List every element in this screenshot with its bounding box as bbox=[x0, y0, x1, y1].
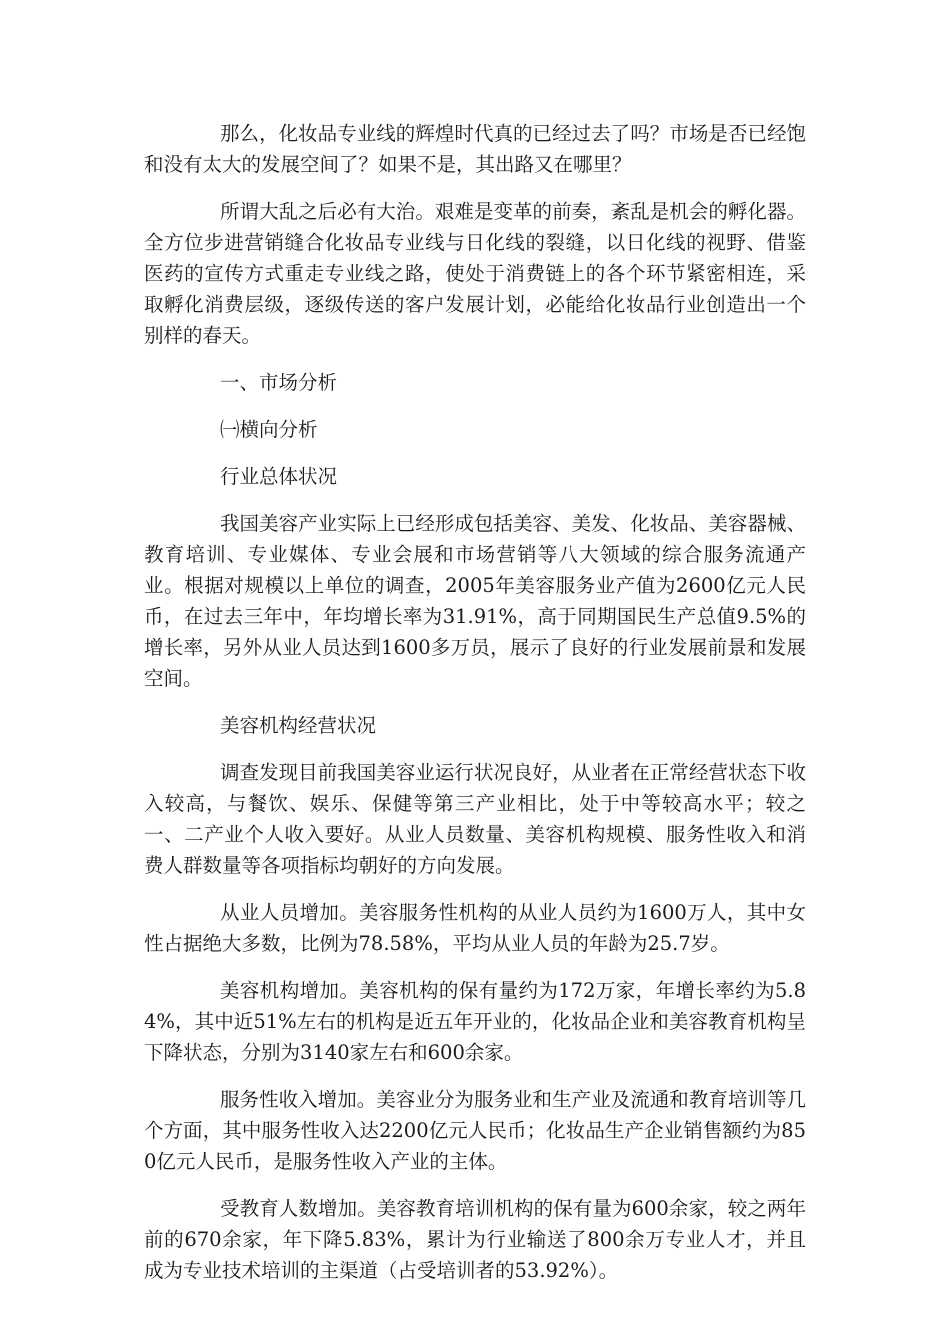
paragraph-staff-increase: 从业人员增加。美容服务性机构的从业人员约为1600万人，其中女性占据绝大多数，比例为78.58%，平均从业人员的年龄为25.7岁。 bbox=[144, 901, 806, 955]
paragraph-service-income-increase: 服务性收入增加。美容业分为服务业和生产业及流通和教育培训等几个方面，其中服务性收入达2200亿元人民币；化妆品生产企业销售额约为850亿元人民币，是服务性收入产业的主体。 bbox=[144, 1088, 806, 1173]
paragraph-great-order: 所谓大乱之后必有大治。艰难是变革的前奏，紊乱是机会的孵化器。全方位步进营销缝合化妆品专业线与日化线的裂缝，以日化线的视野、借鉴医药的宣传方式重走专业线之路，使处于消费链上的各个环节紧密相连，采取孵化消费层级，逐级传送的客户发展计划，必能给化妆品行业创造出一个别样的春天。 bbox=[144, 200, 806, 347]
paragraph-intro-question: 那么，化妆品专业线的辉煌时代真的已经过去了吗？市场是否已经饱和没有太大的发展空间了？如果不是，其出路又在哪里？ bbox=[144, 122, 806, 176]
paragraph-survey-findings: 调查发现目前我国美容业运行状况良好，从业者在正常经营状态下收入较高，与餐饮、娱乐、保健等第三产业相比，处于中等较高水平；较之一、二产业个人收入要好。从业人员数量、美容机构规模、服务性收入和消费人群数量等各项指标均朝好的方向发展。 bbox=[144, 761, 806, 877]
paragraph-education-increase: 受教育人数增加。美容教育培训机构的保有量为600余家，较之两年前的670余家，年下降5.83%，累计为行业输送了800余万专业人才，并且成为专业技术培训的主渠道（占受培训者的53.92%）。 bbox=[144, 1197, 806, 1282]
heading-beauty-institutions: 美容机构经营状况 bbox=[220, 714, 377, 737]
heading-industry-overall: 行业总体状况 bbox=[220, 465, 338, 488]
subsection-heading-horizontal-analysis: ㈠横向分析 bbox=[220, 418, 318, 441]
paragraph-institution-increase: 美容机构增加。美容机构的保有量约为172万家，年增长率约为5.84%，其中近51%左右的机构是近五年开业的，化妆品企业和美容教育机构呈下降状态，分别为3140家左右和600余家。 bbox=[144, 979, 806, 1064]
document-page bbox=[144, 118, 806, 1302]
section-heading-market-analysis: 一、市场分析 bbox=[220, 371, 338, 394]
paragraph-industry-overall: 我国美容产业实际上已经形成包括美容、美发、化妆品、美容器械、教育培训、专业媒体、专业会展和市场营销等八大领域的综合服务流通产业。根据对规模以上单位的调查，2005年美容服务业产值为2600亿元人民币，在过去三年中，年均增长率为31.91%，高于同期国民生产总值9.5%的增长率，另外从业人员达到1600多万员，展示了良好的行业发展前景和发展空间。 bbox=[144, 512, 806, 690]
